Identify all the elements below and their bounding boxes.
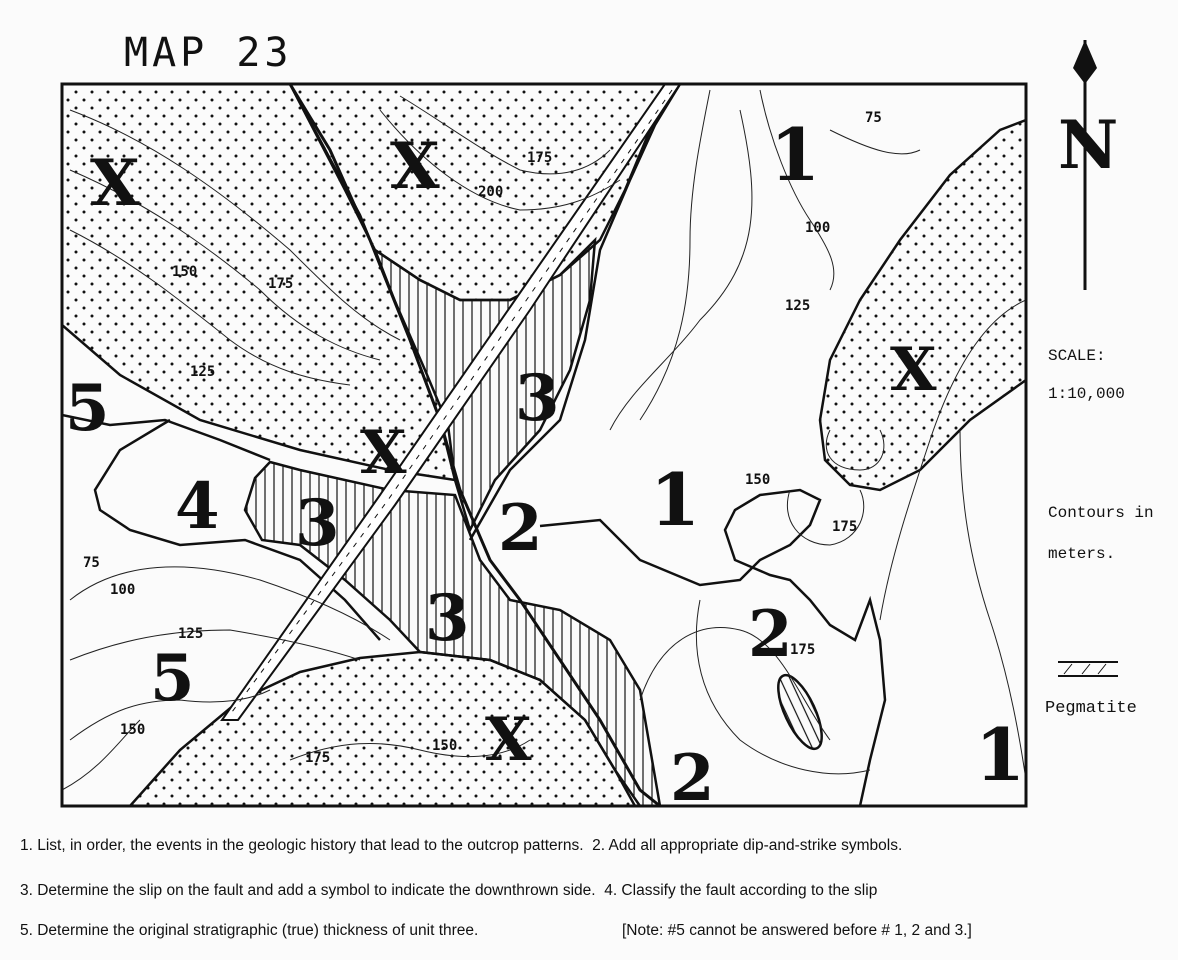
- map-area: [62, 84, 1026, 806]
- unit-label: 3: [295, 486, 340, 561]
- contour-label: 100: [805, 220, 831, 236]
- contour-label: 150: [745, 472, 771, 488]
- contour-label: 75: [865, 110, 882, 126]
- contour-label: 200: [478, 184, 504, 200]
- unit-label: 2: [498, 491, 543, 566]
- contour-label: 150: [172, 264, 198, 280]
- question-note: [Note: #5 cannot be answered before # 1, 2 and 3.]: [622, 922, 972, 939]
- contour-label: 175: [305, 750, 331, 766]
- scale-value: 1:10,000: [1048, 385, 1125, 403]
- unit-label: 3: [515, 361, 560, 436]
- contour-label: 150: [120, 722, 146, 738]
- unit-label: 2: [748, 597, 793, 672]
- scale-label: SCALE:: [1048, 347, 1106, 365]
- unit-label: 5: [65, 371, 110, 446]
- pegmatite-legend-symbol: [1058, 662, 1118, 676]
- contour-label: 125: [785, 298, 811, 314]
- contour-label: 175: [527, 150, 553, 166]
- unit-label: X: [890, 335, 937, 405]
- contour-label: 150: [432, 738, 458, 754]
- unit-3-small-outcrop: [770, 669, 831, 754]
- unit-label: X: [485, 705, 532, 775]
- north-label: N: [1058, 106, 1119, 184]
- contour-label: 75: [83, 555, 100, 571]
- question-2: 2. Add all appropriate dip-and-strike symbols.: [592, 837, 903, 854]
- unit-label: 1: [650, 457, 701, 542]
- question-1: 1. List, in order, the events in the geologic history that lead to the outcrop patterns. 2. Add all appropriate dip-and-strike symbols.: [20, 837, 903, 854]
- map-title: MAP 23: [124, 30, 293, 76]
- unit-x-region: [820, 120, 1026, 490]
- unit-label: X: [390, 129, 440, 204]
- unit-label: 1: [770, 112, 821, 197]
- north-arrow: [1058, 40, 1118, 290]
- contour-label: 175: [268, 276, 294, 292]
- contour-label: 125: [190, 364, 216, 380]
- unit-label: X: [90, 146, 140, 221]
- question-4: 4. Classify the fault according to the slip: [604, 882, 878, 899]
- question-3: 3. Determine the slip on the fault and add a symbol to indicate the downthrown side. 4. Classify the fault according to the slip: [20, 882, 878, 899]
- unit-label: 1: [975, 712, 1026, 797]
- contours-note-line2: meters.: [1048, 545, 1116, 563]
- unit-label: 4: [175, 469, 220, 544]
- unit-label: X: [360, 418, 407, 488]
- contour-label: 175: [832, 519, 858, 535]
- contour-label: 100: [110, 582, 136, 598]
- unit-label: 3: [425, 581, 470, 656]
- contour-label: 175: [790, 642, 816, 658]
- unit-label: 5: [150, 641, 195, 716]
- contours-note-line1: Contours in: [1048, 504, 1154, 522]
- pegmatite-legend-label: Pegmatite: [1045, 699, 1137, 718]
- contour-label: 125: [178, 626, 204, 642]
- question-5: 5. Determine the original stratigraphic (true) thickness of unit three.: [20, 922, 479, 939]
- unit-label: 2: [670, 741, 715, 816]
